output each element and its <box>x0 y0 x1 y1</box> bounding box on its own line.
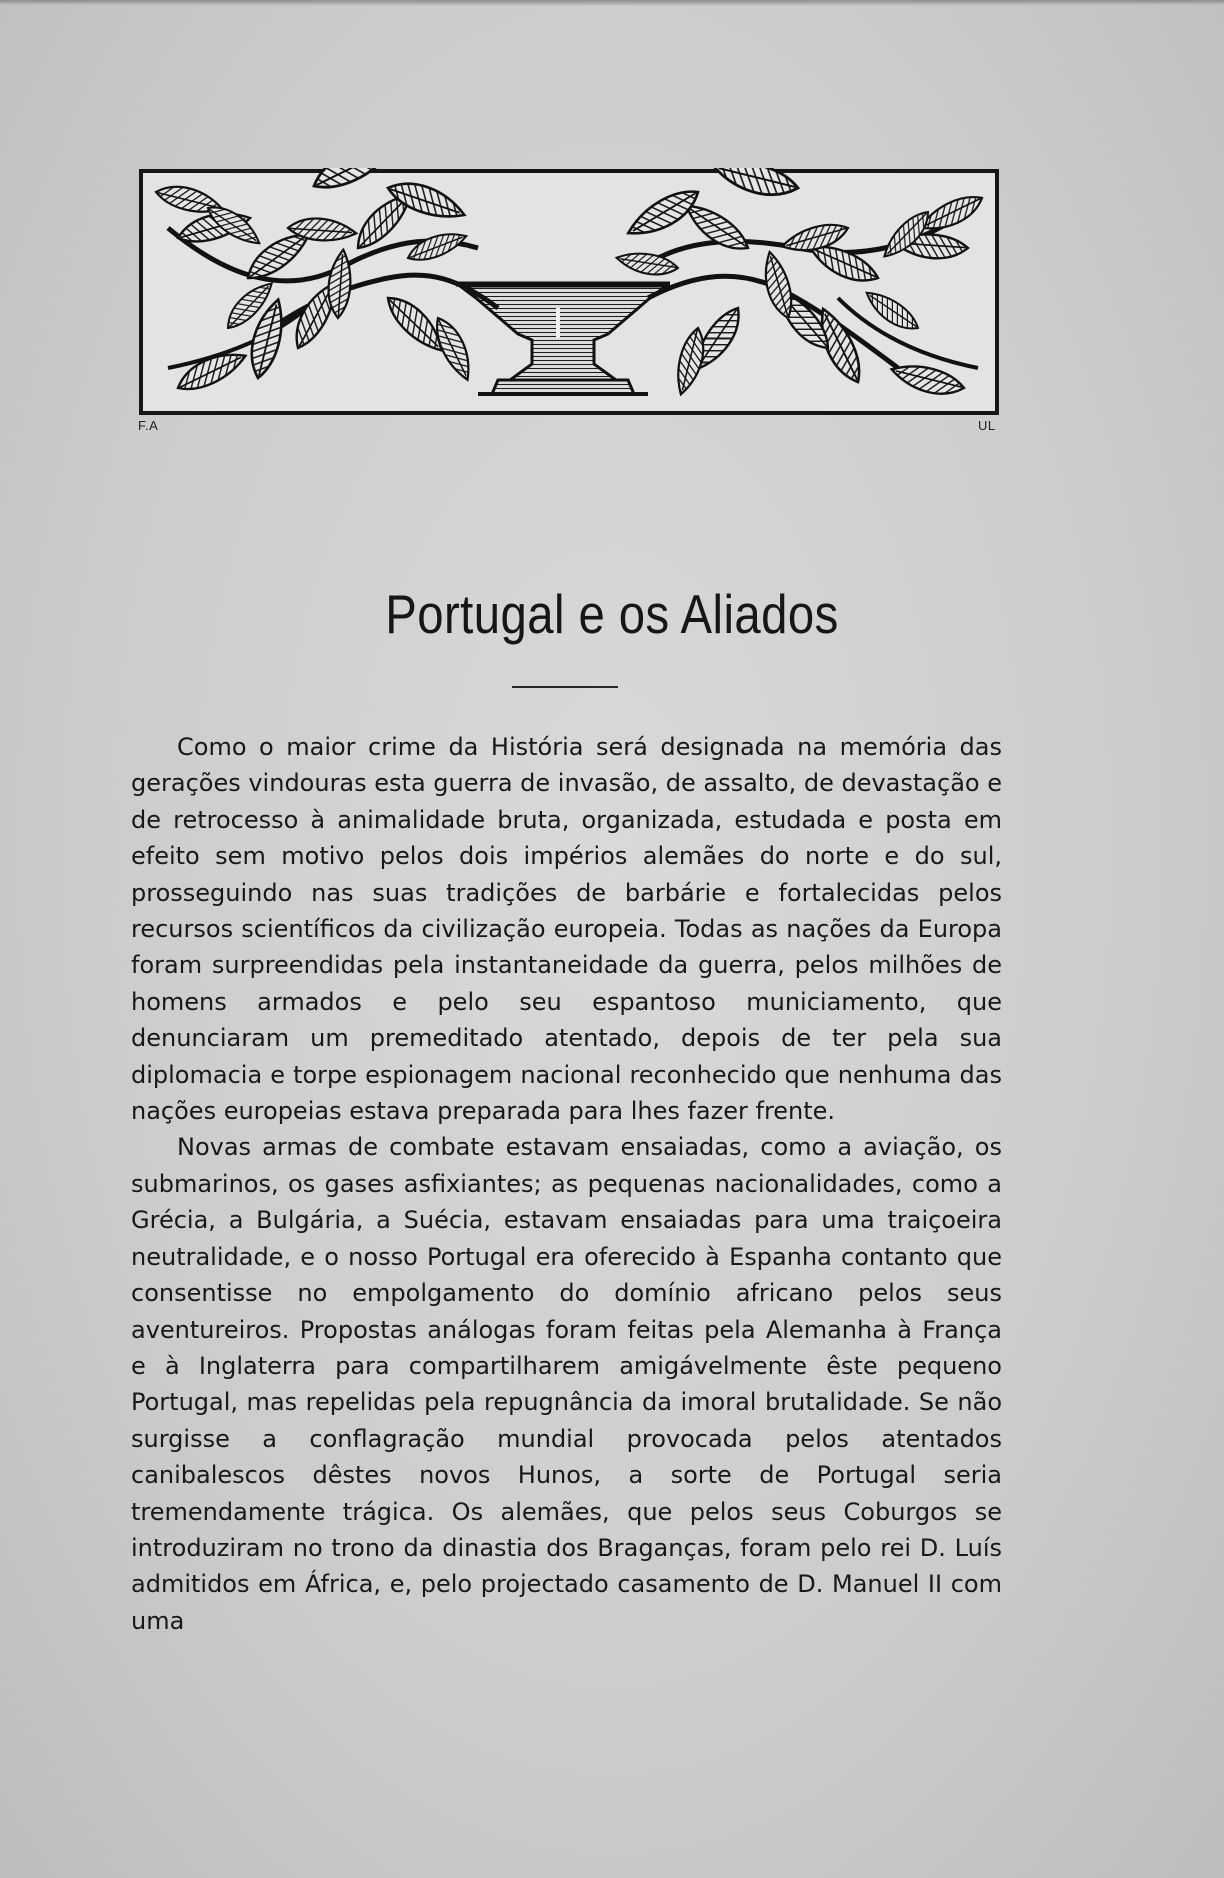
title-divider <box>512 686 618 688</box>
body-paragraph: Como o maior crime da História será designada na memória das gerações vindouras esta guerra de invasão, de assalto, de devastação e de retrocesso à animalidade bruta, organizada, estudada e posta em efeito sem motivo pelos dois impérios alemães do norte e do sul, prosseguindo nas suas tradições de barbárie e fortalecidas pelos recursos scientíficos da civilização europeia. Todas as nações da Europa foram surpreendidas pela instantaneidade da guerra, pelos milhões de homens armados e pelo seu espantoso municiamento, que denunciaram um premeditado atentado, depois de ter pela sua diplomacia e torpe espionagem nacional reconhecido que nenhuma das nações europeias estava preparada para lhes fazer frente. <box>131 733 1002 1126</box>
page-top-edge <box>0 0 1224 6</box>
laurel-urn-illustration <box>138 168 1000 416</box>
article-body <box>131 729 1002 1639</box>
article-title: Portugal e os Aliados <box>385 583 839 645</box>
illustrator-initials-right: UL <box>978 418 996 433</box>
decorative-headpiece <box>138 168 1000 416</box>
body-paragraph: Novas armas de combate estavam ensaiadas, como a aviação, os submarinos, os gases asfixiantes; as pequenas nacionalidades, como a Grécia, a Bulgária, a Suécia, estavam ensaiadas para uma traiçoeira neutralidade, e o nosso Portugal era oferecido à Espanha contanto que consentisse no empolgamento do domínio africano pelos seus aventureiros. Propostas análogas foram feitas pela Alemanha à França e à Inglaterra para compartilharem amigávelmente êste pequeno Portugal, mas repelidas pela repugnância da imoral brutalidade. Se não surgisse a conflagração mundial provocada pelos atentados canibalescos dêstes novos Hunos, a sorte de Portugal seria tremendamente trágica. Os alemães, que pelos seus Coburgos se introduziram no trono da dinastia dos Braganças, foram pelo rei D. Luís admitidos em África, e, pelo projectado casamento de D. Manuel II com uma <box>131 1133 1002 1635</box>
illustrator-initials-left: F.A <box>138 418 159 433</box>
